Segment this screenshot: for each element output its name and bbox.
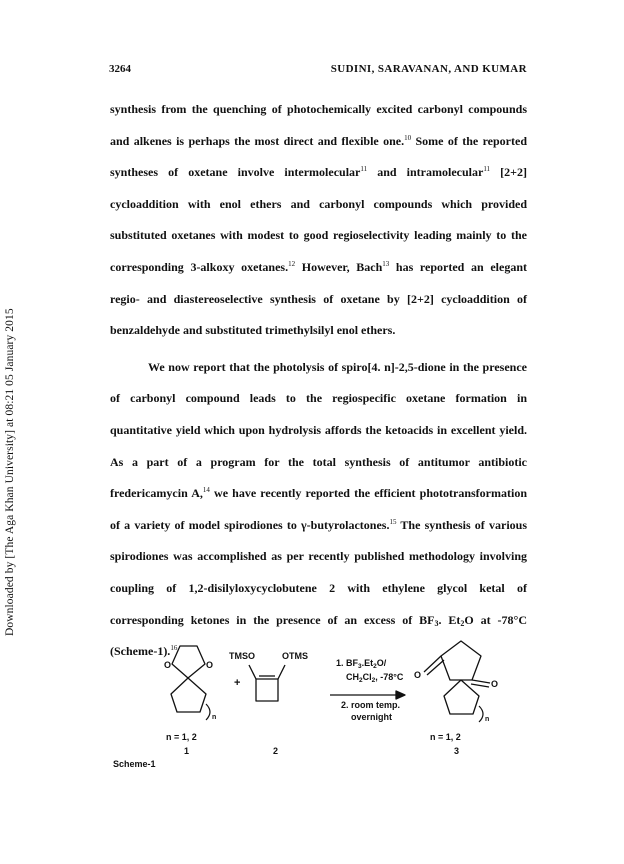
text-segment: The synthesis of various spirodiones was accomplished as per recently published methodology involving coupling of 1,2-disilyloxycyclobutene	[110, 517, 527, 595]
text-segment: and intramolecular	[367, 165, 484, 180]
tmso-label: TMSO	[229, 651, 255, 661]
carbonyl-right-2	[471, 684, 489, 687]
carbonyl-right	[472, 680, 490, 683]
body-text	[110, 94, 527, 668]
oxygen-label-dione-left: O	[414, 670, 422, 680]
otms-label: OTMS	[282, 651, 308, 661]
page-number: 3264	[109, 63, 131, 75]
reference-14: 14	[202, 486, 210, 495]
text-segment: . Et	[438, 612, 461, 627]
oxygen-label-dione-right: O	[491, 679, 499, 689]
cyclopentane-ring-left	[171, 678, 206, 712]
text-segment: We now report that the photolysis of spiro[4. n]-2,5-dione in the presence of carbonyl compound leads to the regiospecific oxetane formation in quantitative yield which upon hydrolysis affords the ketoacids in excellent yield. As a part of a program for the total synthesis of antitumor antibiotic fredericamycin A,	[110, 359, 527, 501]
text-segment: Some of the reported syntheses of oxetane involve intermolecular	[110, 133, 528, 180]
download-watermark: Downloaded by [The Aga Khan University] at 08:21 05 January 2015	[4, 308, 16, 636]
condition-2: $CH_2Cl_2$, -78°C	[346, 672, 404, 684]
reference-16: 16	[170, 644, 178, 653]
ring-size-bracket-left	[206, 704, 210, 720]
reference-10: 10	[404, 133, 412, 142]
reaction-scheme	[0, 620, 624, 780]
text-segment: O at -78°C (Scheme-1).	[110, 612, 527, 659]
arrowhead	[396, 691, 405, 699]
condition-3: 2. room temp.	[341, 700, 401, 710]
ring-size-subscript-left: n	[212, 714, 217, 721]
oxygen-label-left: O	[164, 660, 172, 670]
text-segment: we have recently reported the efficient phototransformation of a variety of model spirodiones to γ-butyrolactones.	[110, 486, 527, 532]
ring-size-bracket-right	[479, 706, 483, 722]
running-title: SUDINI, SARAVANAN, AND KUMAR	[330, 63, 527, 75]
dioxolane-ring	[172, 646, 205, 678]
reference-15: 15	[389, 517, 397, 526]
text-segment: has reported an elegant regio- and diastereoselective synthesis of oxetane by [2+2] cycloaddition of benzaldehyde and substituted trimethylsilyl enol ethers.	[110, 259, 527, 338]
text-segment: However, Bach	[295, 259, 383, 274]
compound-label-1: 1	[184, 746, 190, 756]
cyclopentanedione-ring	[441, 641, 481, 680]
cyclobutene-ring	[256, 679, 278, 701]
scheme-caption: Scheme-1	[113, 759, 156, 769]
otms-bond	[278, 665, 285, 679]
text-segment: with ethylene glycol ketal of corresponding ketones in the presence of an excess of BF	[110, 580, 527, 627]
reference-12: 12	[288, 259, 296, 268]
scheme-structures	[0, 620, 624, 780]
condition-1: 1. $BF_3.Et_2O/$	[336, 658, 387, 670]
text-segment: [2+2] cycloaddition with enol ethers and carbonyl compounds which provided substituted oxetanes with modest to good regioselectivity leading mainly to the corresponding 3-alkoxy oxetanes.	[110, 165, 527, 274]
tmso-bond	[249, 665, 256, 679]
compound-label-3: 3	[454, 746, 460, 756]
n-range-left: n = 1, 2	[166, 732, 197, 742]
reference-13: 13	[382, 259, 390, 268]
subscript: 3	[434, 618, 439, 628]
condition-4: overnight	[351, 712, 393, 722]
subscript: 2	[460, 618, 465, 628]
oxygen-label-right: O	[206, 660, 214, 670]
reference-11b: 11	[483, 165, 491, 174]
n-range-right: n = 1, 2	[430, 732, 461, 742]
ring-size-subscript-right: n	[485, 716, 490, 723]
plus-sign: +	[234, 677, 241, 689]
compound-label-2: 2	[273, 746, 279, 756]
compound-ref-2: 2	[329, 580, 336, 595]
reference-11: 11	[360, 165, 368, 174]
paragraph-1	[110, 94, 527, 347]
text-segment: synthesis from the quenching of photochemically excited carbonyl compounds and alkenes is perhaps the most direct and flexible one.	[110, 102, 527, 148]
